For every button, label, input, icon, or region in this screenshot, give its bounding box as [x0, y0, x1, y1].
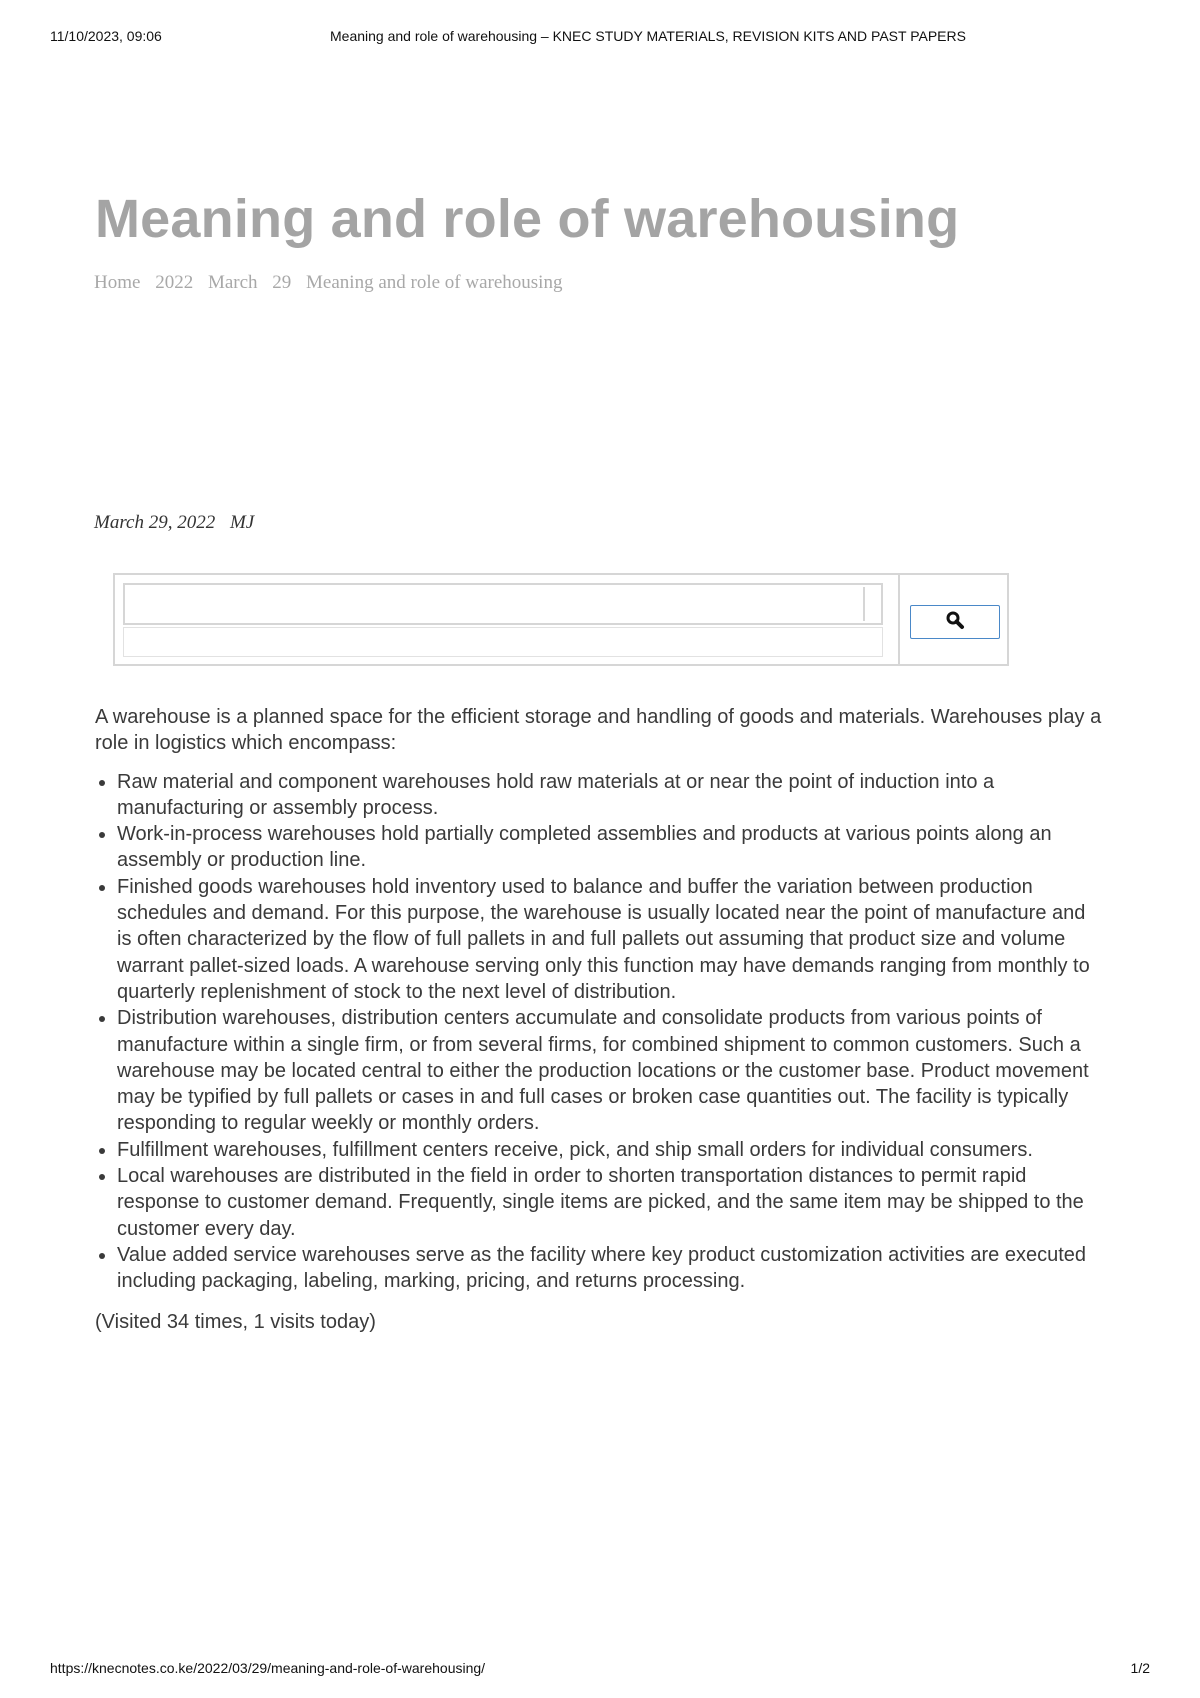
article-intro: A warehouse is a planned space for the efficient storage and handling of goods and materials. Warehouses play a role in logistics which encompass:	[95, 706, 1102, 755]
search-icon	[945, 610, 965, 635]
post-meta	[94, 512, 264, 534]
visit-counter: (Visited 34 times, 1 visits today)	[95, 1310, 376, 1333]
print-datetime: 11/10/2023, 09:06	[50, 28, 162, 44]
breadcrumb-current: Meaning and role of warehousing	[306, 272, 563, 293]
print-url: https://knecnotes.co.ke/2022/03/29/meaning-and-role-of-warehousing/	[50, 1660, 486, 1676]
list-item: • Value added service warehouses serve as the facility where key product customization activities are executed including packaging, labeling, marking, pricing, and returns processing.	[117, 1242, 1105, 1295]
post-date[interactable]: March 29, 2022	[94, 512, 216, 533]
list-item: • Local warehouses are distributed in the field in order to shorten transportation distances to permit rapid response to customer demand. Frequently, single items are picked, and the same item may be shipped to the customer every day.	[117, 1163, 1105, 1242]
page-title: Meaning and role of warehousing	[95, 189, 960, 249]
print-page-title: Meaning and role of warehousing – KNEC STUDY MATERIALS, REVISION KITS AND PAST PAPERS	[330, 28, 966, 44]
warehouse-types-list	[95, 769, 1105, 1295]
print-page-number: 1/2	[1130, 1660, 1150, 1676]
list-item: • Distribution warehouses, distribution centers accumulate and consolidate products from various points of manufacture within a single firm, or from several firms, for combined shipment to common customers. Such a warehouse may be located central to either the production locations or the customer base. Product movement may be typified by full pallets or cases in and full cases or broken case quantities out. The facility is typically responding to regular weekly or monthly orders.	[117, 1005, 1105, 1136]
search-input-area	[115, 575, 900, 664]
article-content	[95, 704, 1105, 1347]
breadcrumb-day[interactable]: 29	[272, 272, 292, 293]
list-item: • Work-in-process warehouses hold partially completed assemblies and products at various points along an assembly or production line.	[117, 821, 1105, 874]
search-widget	[113, 573, 1009, 666]
list-item: • Finished goods warehouses hold inventory used to balance and buffer the variation between production schedules and demand. For this purpose, the warehouse is usually located near the point of manufacture and is often characterized by the flow of full pallets in and full pallets out assuming that product size and volume warrant pallet-sized loads. A warehouse serving only this function may have demands ranging from monthly to quarterly replenishment of stock to the next level of distribution.	[117, 874, 1105, 1005]
post-author[interactable]: MJ	[229, 512, 255, 533]
search-results-area	[123, 627, 883, 657]
search-input[interactable]	[123, 583, 883, 625]
search-input-scrollbar[interactable]	[863, 587, 879, 621]
breadcrumb	[94, 272, 572, 294]
print-header	[50, 28, 1150, 48]
list-item: • Fulfillment warehouses, fulfillment centers receive, pick, and ship small orders for individual consumers.	[117, 1137, 1105, 1163]
search-button[interactable]	[910, 605, 1000, 639]
breadcrumb-home[interactable]: Home	[94, 272, 141, 293]
list-item: • Raw material and component warehouses hold raw materials at or near the point of induction into a manufacturing or assembly process.	[117, 769, 1105, 822]
breadcrumb-year[interactable]: 2022	[155, 272, 194, 293]
breadcrumb-month[interactable]: March	[207, 272, 258, 293]
